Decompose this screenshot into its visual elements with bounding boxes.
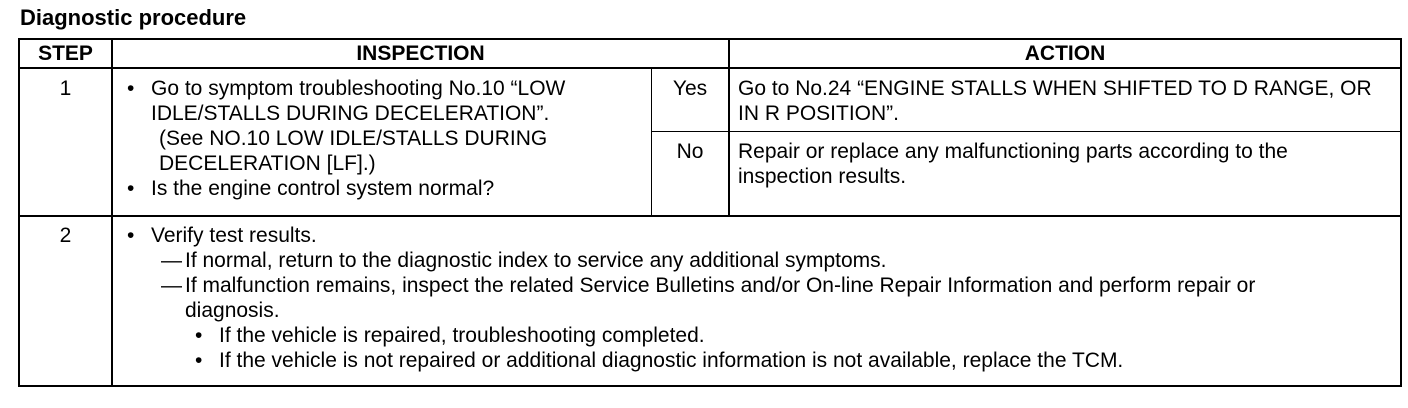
dash-mark: — <box>161 249 182 272</box>
inspection-question: • Is the engine control system normal? <box>113 176 638 201</box>
table-border-right <box>1400 38 1402 387</box>
header-inspection: INSPECTION <box>356 42 485 65</box>
dash-mark: — <box>161 274 182 297</box>
verify-bullet: • Verify test results. <box>113 223 1353 248</box>
row-divider <box>18 215 1402 217</box>
verification-cell <box>113 223 1353 373</box>
page-title: Diagnostic procedure <box>20 5 247 30</box>
answer-no-label: No <box>676 140 704 163</box>
sub-bullet: • If the vehicle is repaired, troubleshooting completed. <box>113 323 1353 348</box>
dash-text: If normal, return to the diagnostic index to service any additional symptoms. <box>185 249 887 272</box>
table-border-bottom <box>18 385 1402 387</box>
dash-text: If malfunction remains, inspect the related Service Bulletins and/or On-line Repair Information and perform repair or diagnosis. <box>185 274 1256 322</box>
answer-yes-action: Go to No.24 “ENGINE STALLS WHEN SHIFTED TO D RANGE, OR IN R POSITION”. <box>738 77 1372 125</box>
dash-item <box>113 248 1353 273</box>
header-step: STEP <box>38 42 93 65</box>
answer-yes-label: Yes <box>672 77 708 100</box>
dash-item <box>113 273 1353 323</box>
header-divider <box>18 67 1402 69</box>
step-number: 2 <box>59 224 72 247</box>
step-number: 1 <box>59 77 72 100</box>
answer-divider <box>651 131 1402 132</box>
sub-bullet: • If the vehicle is not repaired or additional diagnostic information is not available, replace the TCM. <box>113 348 1353 373</box>
inspection-note: (See NO.10 LOW IDLE/STALLS DURING DECELERATION [LF].) <box>159 127 548 175</box>
inspection-bullet: • Go to symptom troubleshooting No.10 “LOW IDLE/STALLS DURING DECELERATION”. <box>113 76 638 126</box>
inspection-cell <box>113 76 638 201</box>
answer-no-action: Repair or replace any malfunctioning parts according to the inspection results. <box>738 140 1288 188</box>
table-border-top <box>18 38 1402 40</box>
header-action: ACTION <box>1024 42 1106 65</box>
